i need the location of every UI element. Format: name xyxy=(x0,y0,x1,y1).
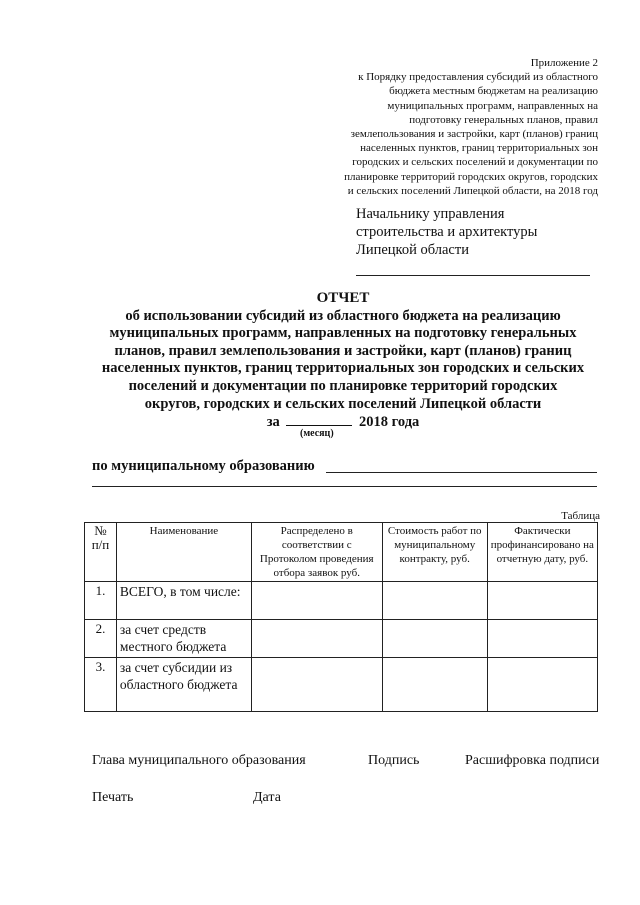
cell-financed[interactable] xyxy=(487,658,597,712)
cell-contract-cost[interactable] xyxy=(382,658,487,712)
row-number: 3. xyxy=(85,658,117,712)
period-prefix: за xyxy=(266,414,280,431)
cell-financed[interactable] xyxy=(487,582,597,620)
cell-contract-cost[interactable] xyxy=(382,582,487,620)
municipality-row xyxy=(92,458,597,475)
appendix-note xyxy=(300,56,598,198)
municipality-field[interactable] xyxy=(326,472,597,473)
title-line: об использовании субсидий из областного бюджета на реализацию xyxy=(125,307,561,324)
cell-contract-cost[interactable] xyxy=(382,620,487,658)
title-line: населенных пунктов, границ территориальных зон городских и сельских xyxy=(101,360,585,377)
report-table xyxy=(84,522,598,712)
title-line: поселений и документации по планировке территорий городских xyxy=(128,377,558,394)
period-suffix: 2018 года xyxy=(359,414,420,431)
appendix-line: населенных пунктов, границ территориальных зон xyxy=(360,142,598,155)
cell-allocated[interactable] xyxy=(251,620,382,658)
table-row xyxy=(85,582,598,620)
appendix-line: муниципальных программ, направленных на xyxy=(387,99,598,112)
report-period xyxy=(60,413,626,432)
table-row xyxy=(85,658,598,712)
cell-allocated[interactable] xyxy=(251,582,382,620)
report-title xyxy=(60,290,626,432)
title-line: муниципальных программ, направленных на подготовку генеральных xyxy=(109,325,577,342)
header-contract-cost: Стоимость работ по муниципальному контракту, руб. xyxy=(382,523,487,582)
appendix-line: подготовку генеральных планов, правил xyxy=(409,113,598,126)
month-note: (месяц) xyxy=(300,428,334,439)
table-row xyxy=(85,620,598,658)
cell-allocated[interactable] xyxy=(251,658,382,712)
appendix-line: и сельских поселений Липецкой области, на 2018 год xyxy=(347,184,598,197)
appendix-line: бюджета местным бюджетам на реализацию xyxy=(389,85,598,98)
appendix-line: землепользования и застройки, карт (планов) границ xyxy=(350,128,598,141)
table-header-row xyxy=(85,523,598,582)
seal-label: Печать xyxy=(92,790,134,805)
appendix-line: Приложение 2 xyxy=(530,57,598,69)
header-allocated: Распределено в соответствии с Протоколом проведения отбора заявок руб. xyxy=(251,523,382,582)
header-financed: Фактически профинансировано на отчетную дату, руб. xyxy=(487,523,597,582)
addressee-block xyxy=(356,205,596,276)
table-caption: Таблица xyxy=(561,510,600,522)
decoding-label: Расшифровка подписи xyxy=(465,753,600,768)
header-number: № п/п xyxy=(85,523,117,582)
head-label: Глава муниципального образования xyxy=(92,753,306,768)
addressee-line: Липецкой области xyxy=(356,242,469,258)
appendix-line: к Порядку предоставления субсидий из областного xyxy=(358,71,598,84)
title-line: планов, правил землепользования и застройки, карт (планов) границ xyxy=(114,342,572,359)
addressee-line: строительства и архитектуры xyxy=(356,224,538,240)
signature-label: Подпись xyxy=(368,753,420,768)
appendix-line: городских и сельских поселений и документации по xyxy=(352,156,598,169)
municipality-field-continuation[interactable] xyxy=(92,486,597,487)
cell-financed[interactable] xyxy=(487,620,597,658)
addressee-name-field[interactable] xyxy=(356,275,590,276)
header-name: Наименование xyxy=(116,523,251,582)
date-label: Дата xyxy=(253,790,281,805)
addressee-line: Начальнику управления xyxy=(356,206,505,222)
row-name: за счет средств местного бюджета xyxy=(116,620,251,658)
appendix-line: планировке территорий городских округов, городских xyxy=(344,170,598,183)
row-name: за счет субсидии из областного бюджета xyxy=(116,658,251,712)
row-name: ВСЕГО, в том числе: xyxy=(116,582,251,620)
title-line: округов, городских и сельских поселений Липецкой области xyxy=(144,395,542,412)
report-heading: ОТЧЕТ xyxy=(316,290,370,306)
row-number: 1. xyxy=(85,582,117,620)
row-number: 2. xyxy=(85,620,117,658)
month-field[interactable] xyxy=(286,413,352,426)
municipality-label: по муниципальному образованию xyxy=(92,458,315,474)
